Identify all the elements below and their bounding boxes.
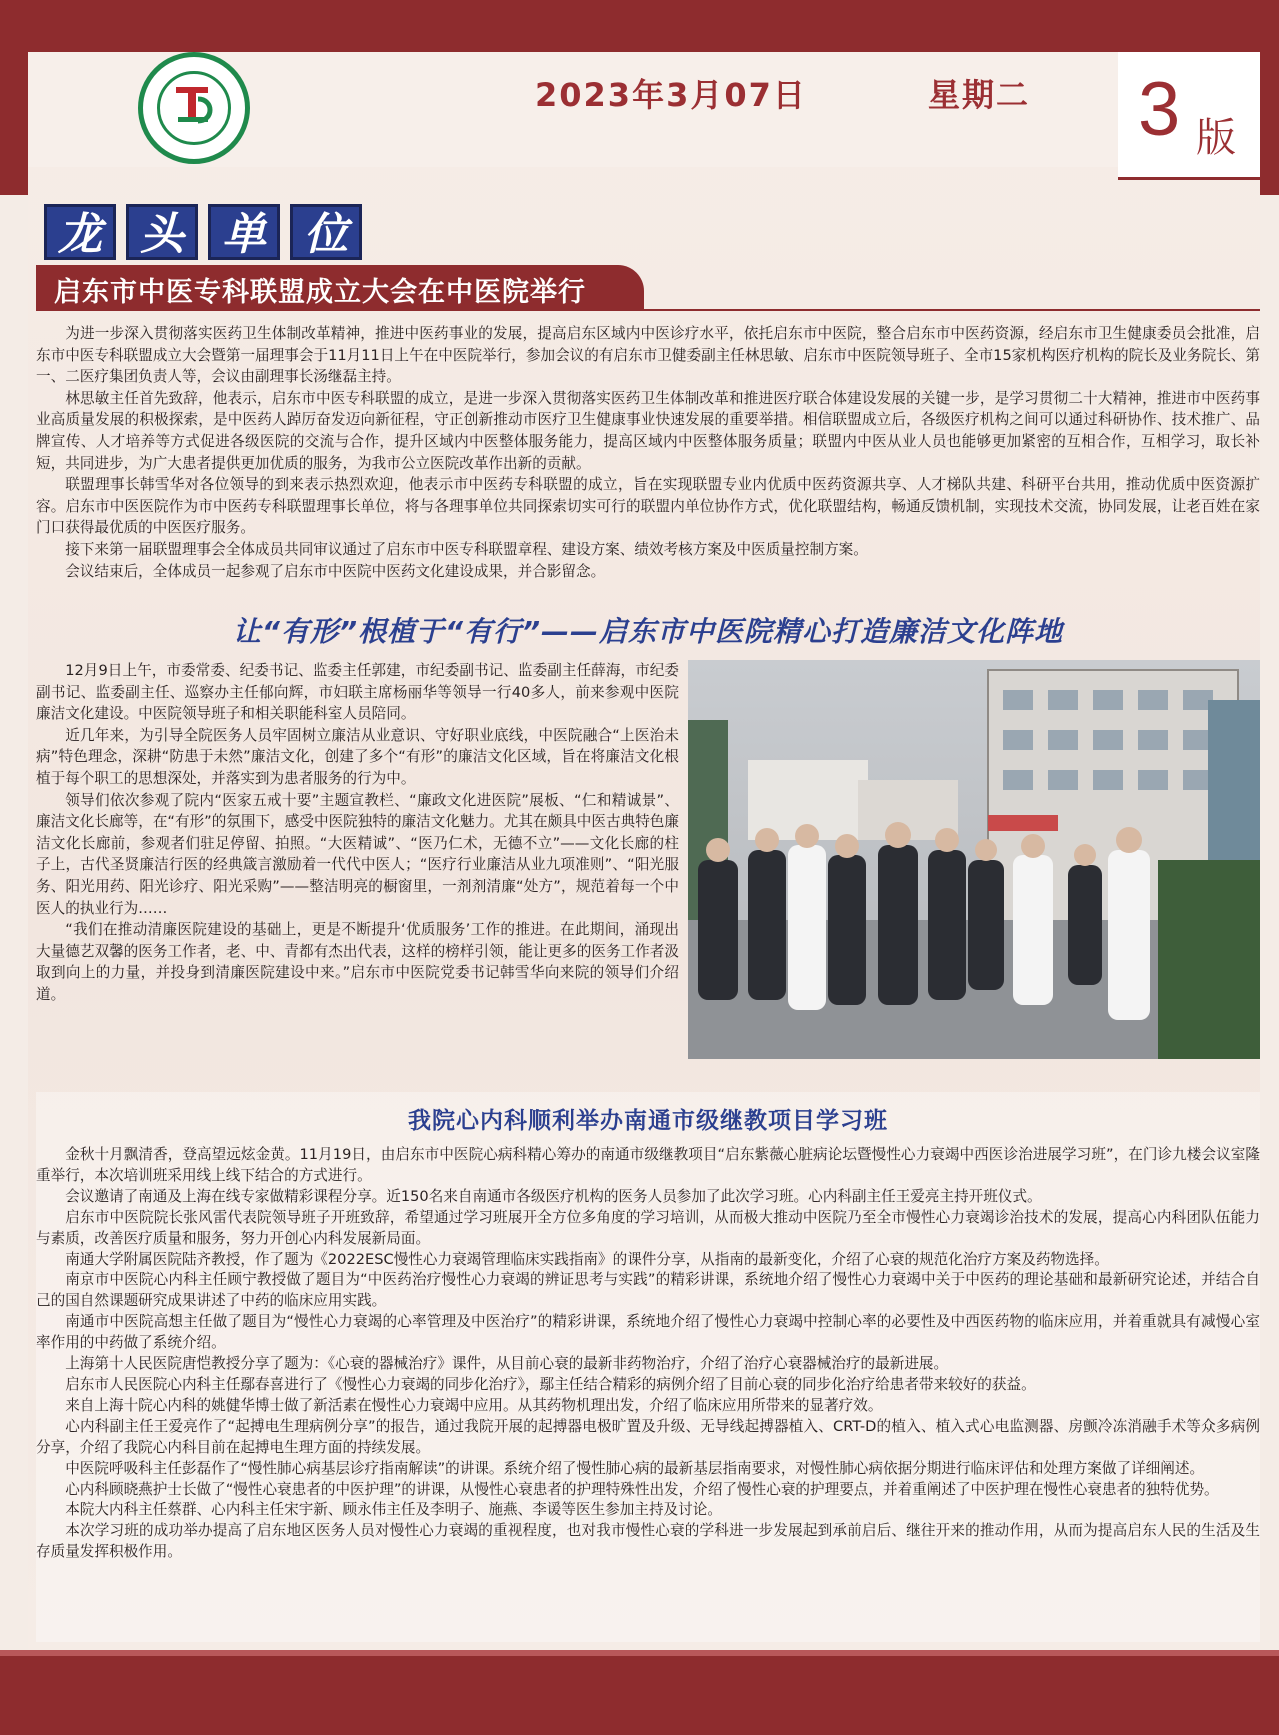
section-tag-char: 头 [126,204,198,260]
hospital-group-logo-icon [138,52,250,164]
bottom-stripe [0,1650,1279,1656]
section-tag-char: 位 [290,204,362,260]
section-tag [44,204,362,260]
article3-title: 我院心内科顺利举办南通市级继教项目学习班 [408,1108,888,1134]
article3-paragraph: 金秋十月飘清香，登高望远炫金黄。11月19日，由启东市中医院心病科精心筹办的南通市级继教项目“启东紫薇心脏病论坛暨慢性心力衰竭中西医诊治进展学习班”，在门诊九楼会议室隆重举行，本次培训班采用线上线下结合的方式进行。 [36,1146,1260,1184]
article1-paragraph: 林思敏主任首先致辞，他表示，启东市中医专科联盟的成立，是进一步深入贯彻落实医药卫生体制改革和推进医疗联合体建设发展的关键一步，是学习贯彻二十大精神，推进市中医药事业高质量发展的积极探索，是中医药人踔厉奋发迈向新征程，守正创新推动市医疗卫生健康事业快速发展的重要举措。相信联盟成立后，各级医疗机构之间可以通过科研协作、技术推广、品牌宣传、人才培养等方式促进各级医院的交流与合作，提升区域内中医整体服务能力，提高区域内中医整体服务质量；联盟内中医从业人员也能够更加紧密的互相合作，互相学习，取长补短，共同进步，为广大患者提供更加优质的服务，为我市公立医院改革作出新的贡献。 [36,389,1260,472]
article2-paragraph: 近几年来，为引导全院医务人员牢固树立廉洁从业意识、守好职业底线，中医院融合“上医治未病”特色理念，深耕“防患于未然”廉洁文化，创建了多个“有形”的廉洁文化区域，旨在将廉洁文化根植于每个职工的思想深处，并落实到为患者服务的行为中。 [36,726,679,787]
article1-paragraph: 接下来第一届联盟理事会全体成员共同审议通过了启东市中医专科联盟章程、建设方案、绩效考核方案及中医质量控制方案。 [65,540,868,558]
logo-inner-ring [157,71,231,145]
article3-paragraph: 中医院呼吸科主任彭磊作了“慢性肺心病基层诊疗指南解读”的讲课。系统介绍了慢性肺心病的最新基层指南要求，对慢性肺心病依据分期进行临床评估和处理方案做了详细阐述。 [65,1459,1205,1477]
article2-paragraph: “我们在推动清廉医院建设的基础上，更是不断提升‘优质服务’工作的推进。在此期间，涌现出大量德艺双馨的医务工作者，老、中、青都有杰出代表，这样的榜样引领，能让更多的医务工作者汲取到向上的力量，并投身到清廉医院建设中来。”启东市中医院党委书记韩雪华向来院的领导们介绍道。 [36,921,679,1003]
article1-title: 启东市中医专科联盟成立大会在中医院举行 [54,277,586,308]
article3-paragraph: 南通大学附属医院陆齐教授，作了题为《2022ESC慢性心力衰竭管理临床实践指南》的课件分享，从指南的最新变化，介绍了心衰的规范化治疗方案及药物选择。 [65,1250,1109,1268]
article3-paragraph: 会议邀请了南通及上海在线专家做精彩课程分享。近150名来自南通市各级医疗机构的医务人员参加了此次学习班。心内科副主任王爱亮主持开班仪式。 [65,1187,1042,1205]
article1-paragraph: 为进一步深入贯彻落实医药卫生体制改革精神，推进中医药事业的发展，提高启东区域内中医诊疗水平，依托启东市中医院，整合启东市中医药资源，经启东市卫生健康委员会批准，启东市中医专科联盟成立大会暨第一届理事会于11月11日上午在中医院举行，参加会议的有启东市卫健委副主任林思敏、启东市中医院领导班子、全市15家机构医疗机构的院长及业务院长、第一、二医疗集团负责人等，会议由副理事长汤继磊主持。 [36,325,1260,386]
article1-headline-bar [36,265,644,310]
edition-number: 3 [1138,67,1181,152]
article3-paragraph: 本院大内科主任蔡群、心内科主任宋宇新、顾永伟主任及李明子、施燕、李谖等医生参加主持及讨论。 [65,1501,722,1519]
article1-paragraph: 联盟理事长韩雪华对各位领导的到来表示热烈欢迎，他表示市中医药专科联盟的成立，旨在实现联盟专业内优质中医药资源共享、人才梯队共建、科研平台共用，推动优质中医资源扩容。启东市中医医院作为市中医药专科联盟理事长单位，将与各理事单位共同探索切实可行的联盟内单位协作方式，优化联盟结构，畅通反馈机制，实现技术交流，协同发展，让老百姓在家门口获得最优质的中医医疗服务。 [36,476,1260,537]
article3-paragraph: 本次学习班的成功举办提高了启东地区医务人员对慢性心力衰竭的重视程度，也对我市慢性心衰的学科进一步发展起到承前启后、继往开来的推动作用，从而为提高启东人民的生活及生存质量发挥积极作用。 [36,1522,1260,1561]
edition-box [1118,52,1260,180]
article1-body [36,323,1260,582]
article3-paragraph: 心内科副主任王爱亮作了“起搏电生理病例分享”的报告，通过我院开展的起搏器电极旷置及升级、无导线起搏器植入、CRT-D的植入、植入式心电监测器、房颤冷冻消融手术等众多病例分享，介绍了我院心内科目前在起搏电生理方面的持续发展。 [36,1417,1260,1456]
article2-paragraph: 12月9日上午，市委常委、纪委书记、监委主任郭建，市纪委副书记、监委副主任薛海，市纪委副书记、监委副主任、巡察办主任郁向辉，市妇联主席杨丽华等领导一行40多人，前来参观中医院廉洁文化建设。中医院领导班子和相关职能科室人员陪同。 [36,662,679,723]
section-tag-char: 单 [208,204,280,260]
bottom-red-band [0,1650,1279,1735]
article2-body [36,660,679,1006]
section-tag-char: 龙 [44,204,116,260]
issue-weekday: 星期二 [928,76,1031,114]
article3-paragraph: 心内科顾晓燕护士长做了“慢性心衰患者的中医护理”的讲课，从慢性心衰患者的护理特殊性出发，介绍了慢性心衰的护理要点，并着重阐述了中医护理在慢性心衰患者的独特优势。 [65,1480,1219,1498]
article3-paragraph: 启东市中医院院长张风雷代表院领导班子开班致辞，希望通过学习班展开全方位多角度的学习培训，从而极大推动中医院乃至全市慢性心力衰竭诊治技术的发展，提高心内科团队伍能力与素质，改善医疗质量和服务，努力开创心内科发展新局面。 [36,1208,1260,1247]
article2-paragraph: 领导们依次参观了院内“医家五戒十要”主题宣教栏、“廉政文化进医院”展板、“仁和精诚景”、廉洁文化长廊等，在“有形”的氛围下，感受中医院独特的廉洁文化魅力。尤其在颇具中医古典特色廉洁文化长廊前，参观者们驻足停留、拍照。“大医精诚”、“医乃仁术，无德不立”——文化长廊的柱子上，古代圣贤廉洁行医的经典箴言激励着一代代中医人；“医疗行业廉洁从业九项准则”、“阳光服务、阳光用药、阳光诊疗、阳光采购”——整洁明亮的橱窗里，一剂剂清廉“处方”，规范着每一个中医人的执业行为…… [36,791,679,917]
issue-date: 2023年3月07日 [535,76,807,114]
article1-headline-rule [36,309,1260,311]
visit-photo-illustration [688,660,1260,1059]
article3-paragraph: 南京市中医院心内科主任顾宁教授做了题目为“中医药治疗慢性心力衰竭的辨证思考与实践”的精彩讲课，系统地介绍了慢性心力衰竭中关于中医药的理论基础和最新研究论述，并结合自己的国自然课题研究成果讲述了中药的临床应用实践。 [36,1271,1260,1310]
edition-label: 版 [1196,115,1236,161]
logo-symbol-icon [168,77,220,129]
article2-title: 让“有形”根植于“有行”——启东市中医院精心打造廉洁文化阵地 [232,615,1064,648]
visit-photo-icon [688,660,1260,1059]
article3-paragraph: 来自上海十院心内科的姚健华博士做了新活素在慢性心力衰竭中应用。从其药物机理出发，介绍了临床应用所带来的显著疗效。 [65,1396,883,1414]
article3-paragraph: 上海第十人民医院唐恺教授分享了题为：《心衰的器械治疗》课件，从目前心衰的最新非药物治疗，介绍了治疗心衰器械治疗的最新进展。 [65,1355,949,1373]
article3-paragraph: 南通市中医院高想主任做了题目为“慢性心力衰竭的心率管理及中医治疗”的精彩讲课，系统地介绍了慢性心力衰竭中控制心率的必要性及中西医药物的临床应用，并着重就具有减慢心室率作用的中药做了系统介绍。 [36,1313,1260,1352]
article3-paragraph: 启东市人民医院心内科主任鄢春喜进行了《慢性心力衰竭的同步化治疗》，鄢主任结合精彩的病例介绍了目前心衰的同步化治疗给患者带来较好的获益。 [65,1375,1036,1393]
article1-paragraph: 会议结束后，全体成员一起参观了启东市中医院中医药文化建设成果，并合影留念。 [65,562,606,580]
article3-body [36,1145,1260,1563]
logo-mark [168,77,220,140]
